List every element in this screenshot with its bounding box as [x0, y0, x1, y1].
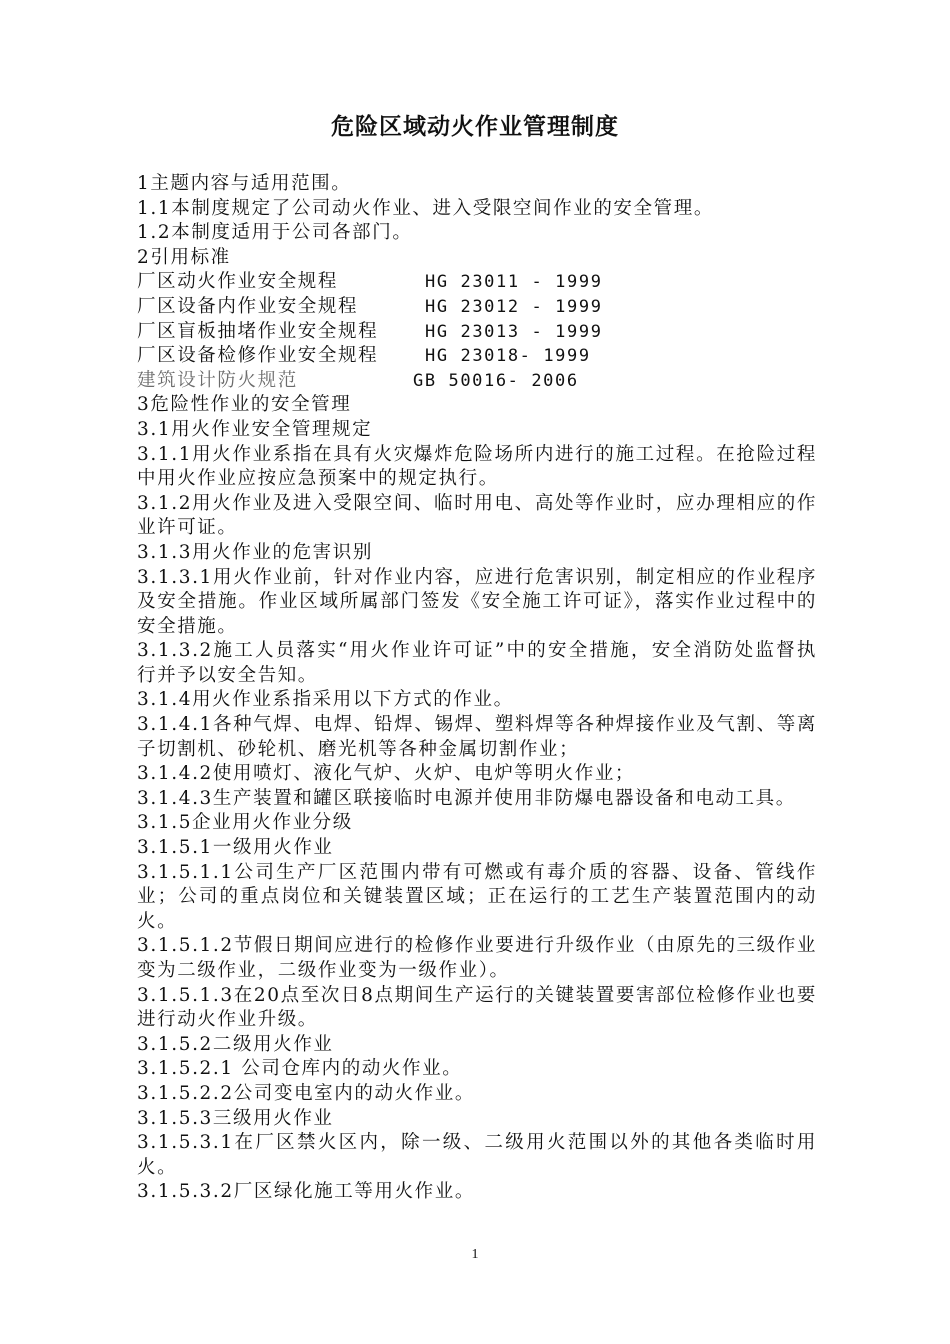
paragraph: 3.1.5.3.1在厂区禁火区内，除一级、二级用火范围以外的其他各类临时用火。 — [137, 1132, 817, 1178]
paragraph: 3.1.3.1用火作业前，针对作业内容，应进行危害识别，制定相应的作业程序及安全措施。作业区域所属部门签发《安全施工许可证》，落实作业过程中的安全措施。 — [137, 566, 817, 637]
paragraph: 3.1.4用火作业系指采用以下方式的作业。 — [137, 689, 514, 711]
paragraph: 3.1.5.1一级用火作业 — [137, 837, 334, 859]
standard-code: HG 23013 - 1999 — [425, 321, 603, 342]
standard-row — [137, 344, 817, 369]
paragraph: 3.1.3用火作业的危害识别 — [137, 541, 373, 563]
paragraph: 1主题内容与适用范围。 — [137, 173, 352, 194]
paragraph: 3.1.5.1.1公司生产厂区范围内带有可燃或有毒介质的容器、设备、管线作业；公司的重点岗位和关键装置区域；正在运行的工艺生产装置范围内的动火。 — [137, 861, 817, 932]
paragraph: 3.1.5.1.2节假日期间应进行的检修作业要进行升级作业（由原先的三级作业变为二级作业，二级作业变为一级作业）。 — [137, 935, 817, 981]
standard-code: HG 23012 - 1999 — [425, 296, 603, 317]
paragraph: 2引用标准 — [137, 246, 231, 268]
standard-code: HG 23018- 1999 — [425, 346, 591, 367]
paragraph: 3.1.5.2.1 公司仓库内的动火作业。 — [137, 1058, 463, 1080]
paragraph: 3.1.4.2使用喷灯、液化气炉、火炉、电炉等明火作业； — [137, 763, 636, 785]
paragraph: 3.1.5.1.3在20点至次日8点期间生产运行的关键装置要害部位检修作业也要进行动火作业升级。 — [137, 984, 817, 1031]
paragraph: 3.1.4.3生产装置和罐区联接临时电源并使用非防爆电器设备和电动工具。 — [137, 787, 796, 809]
standard-code: HG 23011 - 1999 — [425, 272, 603, 293]
paragraph: 1.2本制度适用于公司各部门。 — [137, 222, 413, 244]
document-title: 危险区域动火作业管理制度 — [331, 114, 619, 140]
standard-row — [137, 320, 817, 345]
paragraph: 3.1.1用火作业系指在具有火灾爆炸危险场所内进行的施工过程。在抢险过程中用火作业应按应急预案中的规定执行。 — [137, 443, 817, 490]
paragraph: 3.1.5.2二级用火作业 — [137, 1033, 334, 1055]
paragraph: 3.1.4.1各种气焊、电焊、铅焊、锡焊、塑料焊等各种焊接作业及气割、等离子切割机、砂轮机、磨光机等各种金属切割作业； — [137, 714, 817, 760]
standard-code: GB 50016- 2006 — [413, 370, 579, 391]
standard-row — [137, 369, 817, 394]
standard-name: 厂区设备检修作业安全规程 — [137, 345, 379, 367]
paragraph: 3.1.5.2.2公司变电室内的动火作业。 — [137, 1082, 475, 1104]
standard-name: 厂区动火作业安全规程 — [137, 271, 339, 293]
standard-row — [137, 295, 817, 320]
standard-name: 建筑设计防火规范 — [137, 369, 298, 391]
paragraph: 3.1.5企业用火作业分级 — [137, 812, 353, 834]
paragraph: 3.1.5.3三级用火作业 — [137, 1107, 334, 1129]
paragraph: 3.1.2用火作业及进入受限空间、临时用电、高处等作业时，应办理相应的作业许可证。 — [137, 492, 817, 539]
standard-name: 厂区盲板抽堵作业安全规程 — [137, 320, 379, 342]
paragraph: 3危险性作业的安全管理 — [137, 394, 352, 416]
page-number: 1 — [471, 1247, 479, 1262]
paragraph: 3.1.3.2施工人员落实“用火作业许可证”中的安全措施，安全消防处监督执行并予以安全告知。 — [137, 640, 817, 686]
document-body — [137, 172, 817, 1205]
paragraph: 1.1本制度规定了公司动火作业、进入受限空间作业的安全管理。 — [137, 197, 714, 219]
paragraph: 3.1.5.3.2厂区绿化施工等用火作业。 — [137, 1181, 475, 1203]
paragraph: 3.1用火作业安全管理规定 — [137, 418, 373, 440]
standard-name: 厂区设备内作业安全规程 — [137, 295, 359, 317]
standard-row — [137, 270, 817, 295]
